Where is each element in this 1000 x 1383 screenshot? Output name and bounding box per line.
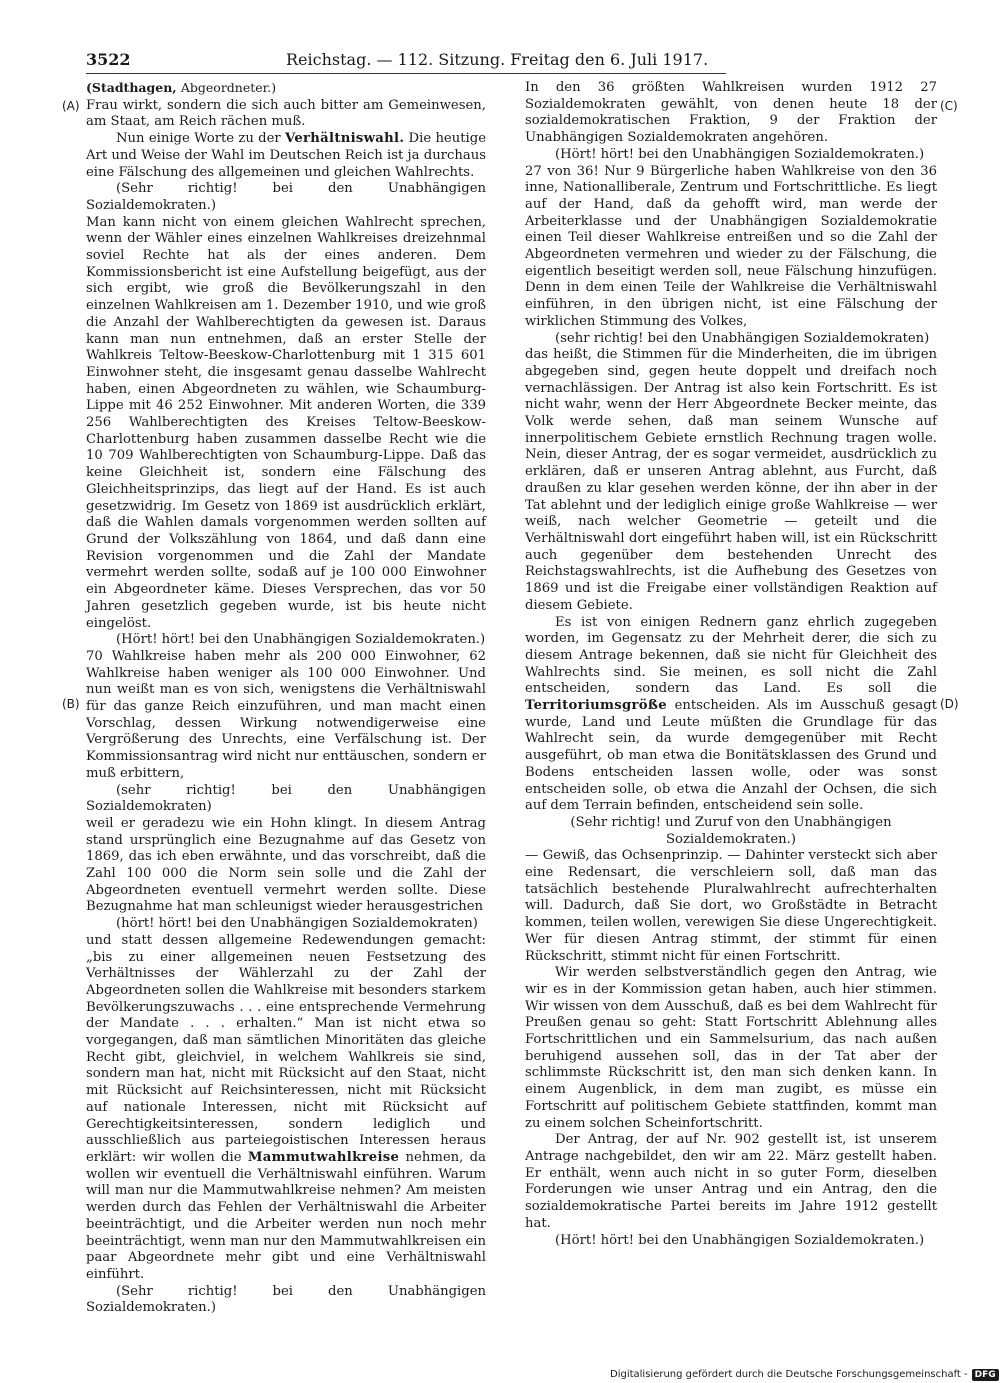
- emphasis: Verhältniswahl.: [285, 131, 405, 147]
- margin-mark-c: (C): [940, 99, 958, 113]
- paragraph: Frau wirkt, sondern die sich auch bitter am Gemeinwesen, am Staat, am Reich rächen muß.: [86, 97, 486, 130]
- dfg-logo-icon: DFG: [972, 1369, 999, 1381]
- paragraph: Nun einige Worte zu der Verhältniswahl. Die heutige Art und Weise der Wahl im Deutschen Reich ist ja durchaus eine Fälschung des allgemeinen und gleichen Wahlrechts.: [86, 131, 486, 180]
- interjection: (hört! hört! bei den Unabhängigen Sozialdemokraten): [116, 916, 478, 932]
- left-column: [86, 80, 486, 1317]
- interjection: (Hört! hört! bei den Unabhängigen Sozialdemokraten.): [555, 146, 925, 162]
- paragraph: Der Antrag, der auf Nr. 902 gestellt ist, ist unserem Antrage nachgebildet, den wir am 22. März gestellt haben. Er enthält, wenn auch nicht in so guter Form, dieselben Forderungen wie unser Antrag und ein Antrag, den die sozialdemokratische Partei bereits im Jahre 1912 gestellt hat.: [525, 1132, 937, 1231]
- paragraph: Wir werden selbstverständlich gegen den Antrag, wie wir es in der Kommission getan haben, auch hier stimmen. Wir wissen von dem Ausschuß, daß es bei dem Wahlrecht für Preußen genau so geht: Statt Fortschritt Ablehnung alles Fortschrittlichen und ein Sammelsurium, das nach außen beruhigend aussehen soll, das in der Tat aber der schlimmste Rückschritt ist, den man sich denken kann. In einem Augenblick, in dem man zugibt, es müsse ein Fortschritt auf politischem Gebiete stattfinden, kommt man zu einem solchen Scheinfortschritt.: [525, 965, 937, 1131]
- margin-mark-b: (B): [62, 697, 80, 711]
- footer-text: Digitalisierung gefördert durch die Deutsche Forschungsgemeinschaft -: [610, 1369, 968, 1380]
- paragraph: und statt dessen allgemeine Redewendungen gemacht: „bis zu einer allgemeinen neuen Festsetzung des Verhältnisses der Wählerzahl zu der Zahl der Abgeordneten sollen die Wahlkreise mit besonders starkem Bevölkerungszuwachs . . . eine entsprechende Vermehrung der Mandate . . . erhalten.“ Man ist nicht etwa so vorgegangen, daß man sämtlichen Minoritäten das gleiche Recht gibt, gleichviel, in welchem Wahlkreis sie sind, sondern man hat, nicht mit Rücksicht auf den Staat, nicht mit Rücksicht auf Reichsinteressen, nicht mit Rücksicht auf nationale Interessen, nicht mit Rücksicht auf Gerechtigkeitsinteressen, sondern lediglich und ausschließlich aus parteiegoistischen Interessen heraus erklärt: wir wollen die Mammutwahlkreise nehmen, da wollen wir eventuell die Verhältniswahl einführen. Warum will man nur die Mammutwahlkreise nehmen? Am meisten werden durch das Fehlen der Verhältniswahl die Arbeiter beeinträchtigt, und die Arbeiter werden nun noch mehr beeinträchtigt, wenn man nur den Mammutwahlkreisen ein paar Abgeordnete mehr gibt und eine Verhältniswahl einführt.: [86, 932, 486, 1282]
- paragraph: das heißt, die Stimmen für die Minderheiten, die im übrigen abgegeben sind, gegen heute doppelt und dreifach noch vernachlässigen. Der Antrag ist also kein Fortschritt. Es ist nicht wahr, wenn der Herr Abgeordnete Becker meinte, das Volk werde sehen, daß man seinem Wunsche auf innerpolitischem Gebiete ernstlich Rechnung tragen wolle. Nein, dieser Antrag, der es sogar vermeidet, ausdrücklich zu erklären, daß er unseren Antrag ablehnt, aus Furcht, daß draußen zu klar gesehen werden könne, der ihn aber in der Tat ablehnt und der lediglich einige große Wahlkreise — wer weiß, nach welcher Geometrie — geteilt und die Verhältniswahl dort eingeführt haben will, ist ein Rückschritt auch gegenüber dem bestehenden Unrecht des Reichstagswahlrechts, ist die Aufhebung des Gesetzes von 1869 und ist die Freigabe einer vollständigen Reaktion auf diesem Gebiete.: [525, 347, 937, 613]
- paragraph: In den 36 größten Wahlkreisen wurden 1912 27 Sozialdemokraten gewählt, von denen heute 18 der sozialdemokratischen Fraktion, 9 der Fraktion der Unabhängigen Sozialdemokraten angehören.: [525, 80, 937, 146]
- interjection: (sehr richtig! bei den Unabhängigen Sozialdemokraten): [86, 782, 486, 815]
- interjection: (Hört! hört! bei den Unabhängigen Sozialdemokraten.): [116, 632, 486, 648]
- page-header: [86, 46, 726, 74]
- interjection: (Hört! hört! bei den Unabhängigen Sozialdemokraten.): [555, 1232, 925, 1248]
- speaker-name: (Stadthagen,: [86, 80, 177, 95]
- paragraph: 70 Wahlkreise haben mehr als 200 000 Einwohner, 62 Wahlkreise haben weniger als 100 000 Einwohner. Und nun weißt man es von sich, wenigstens die Verhältniswahl für das ganze Reich einzuführen, und man macht einen Vorschlag, dessen Wirkung notwendigerweise eine Vergrößerung des Unrechts, eine Verfälschung ist. Der Kommissionsantrag wird nicht nur enttäuschen, sondern er muß erbittern,: [86, 648, 486, 781]
- margin-mark-a: (A): [62, 99, 80, 113]
- speaker-line: [86, 80, 486, 98]
- page-title: Reichstag. — 112. Sitzung. Freitag den 6. Juli 1917.: [286, 50, 709, 69]
- paragraph: weil er geradezu wie ein Hohn klingt. In diesem Antrag stand ursprünglich eine Bezugnahme auf das Gesetz von 1869, das ich eben erwähnte, und das vorschreibt, daß die Zahl 100 000 die Norm sein solle und die Zahl der Abgeordneten eventuell vermehrt werden sollte. Diese Bezugnahme hat man schleunigst wieder herausgestrichen: [86, 815, 486, 915]
- right-column: [525, 80, 937, 1249]
- header-divider: [86, 73, 726, 74]
- margin-mark-d: (D): [940, 697, 959, 711]
- interjection: (Sehr richtig! bei den Unabhängigen Sozialdemokraten.): [86, 181, 486, 213]
- emphasis: Territoriumsgröße: [525, 698, 667, 714]
- paragraph: Es ist von einigen Rednern ganz ehrlich zugegeben worden, im Gegensatz zu der Mehrheit derer, die sich zu diesem Antrage bekennen, daß sie nicht für Gleichheit des Wahlrechts sind. Sie meinen, es soll nicht die Zahl entscheiden, sondern das Land. Es soll die Territoriumsgröße entscheiden. Als im Ausschuß gesagt wurde, Land und Leute müßten die Grundlage für das Wahlrecht sein, da wurde demgegenüber mit Recht ausgeführt, ob man etwa die Bonitätsklassen des Grund und Bodens entscheiden lassen wolle, oder was sonst entscheiden solle, ob etwa die Anzahl der Ochsen, die sich auf dem Terrain befinden, entscheidend sein solle.: [525, 614, 937, 814]
- paragraph: 27 von 36! Nur 9 Bürgerliche haben Wahlkreise von den 36 inne, Nationalliberale, Zentrum und Fortschrittliche. Es liegt auf der Hand, daß da gehofft wird, man werde der Arbeiterklasse und der Unabhängigen Sozialdemokratie einen Teil dieser Wahlkreise entreißen und so die Zahl der Abgeordneten vermehren und wieder zu der Fälschung, die eigentlich beseitigt werden soll, neue Fälschung hinzufügen. Denn in dem einen Teile der Wahlkreise die Verhältniswahl einführen, in den übrigen nicht, ist eine Fälschung der wirklichen Stimmung des Volkes,: [525, 163, 937, 329]
- footer-credit: [610, 1368, 998, 1382]
- paragraph: Man kann nicht von einem gleichen Wahlrecht sprechen, wenn der Wähler eines einzelnen Wahlkreises dreizehnmal soviel Rechte hat als der eines anderen. Dem Kommissionsbericht ist eine Aufstellung beigefügt, aus der sich ergibt, wie groß die Bevölkerungszahl in den einzelnen Wahlkreisen am 1. Dezember 1910, und wie groß die Anzahl der Wahlberechtigten da gewesen ist. Daraus kann man nun entnehmen, daß an erster Stelle der Wahlkreis Teltow-Beeskow-Charlottenburg mit 1 315 601 Einwohner steht, die insgesamt genau dasselbe Wahlrecht haben, einen Abgeordneten zu wählen, wie Schaumburg-Lippe mit 46 252 Einwohner. Mit anderen Worten, die 339 256 Wahlberechtigten des Kreises Teltow-Beeskow-Charlottenburg haben zusammen dasselbe Recht wie die 10 709 Wahlberechtigten von Schaumburg-Lippe. Daß das keine Gleichheit ist, sondern eine Fälschung des Gleichheitsprinzips, das liegt auf der Hand. Es ist auch gesetzwidrig. Im Gesetz von 1869 ist ausdrücklich erklärt, daß die Wahlen damals vorgenommen werden sollten auf Grund der Volkszählung von 1864, und daß dann eine Revision vorgenommen und die Zahl der Mandate vermehrt werden sollte, sodaß auf je 100 000 Einwohner ein Abgeordneter käme. Dieses Versprechen, das vor 50 Jahren gesetzlich gegeben wurde, ist bis heute nicht eingelöst.: [86, 214, 486, 631]
- interjection: (Sehr richtig! bei den Unabhängigen Sozialdemokraten.): [86, 1283, 486, 1316]
- speaker-role: Abgeordneter.): [180, 80, 277, 95]
- paragraph: — Gewiß, das Ochsenprinzip. — Dahinter versteckt sich aber eine Redensart, die verschleiern soll, daß man das tatsächlich bestehende Pluralwahlrecht aufrechterhalten will. Dadurch, daß Sie dort, wo Großstädte in Betracht kommen, teilen wollen, verewigen Sie diese Ungerechtigkeit. Wer für diesen Antrag stimmt, der stimmt für einen Rückschritt, stimmt nicht für einen Fortschritt.: [525, 848, 937, 964]
- interjection: (sehr richtig! bei den Unabhängigen Sozialdemokraten): [555, 330, 930, 346]
- emphasis: Mammutwahlkreise: [247, 1150, 400, 1165]
- interjection: (Sehr richtig! und Zuruf von den Unabhängigen Sozialdemokraten.): [570, 814, 892, 847]
- page-number: 3522: [86, 50, 131, 69]
